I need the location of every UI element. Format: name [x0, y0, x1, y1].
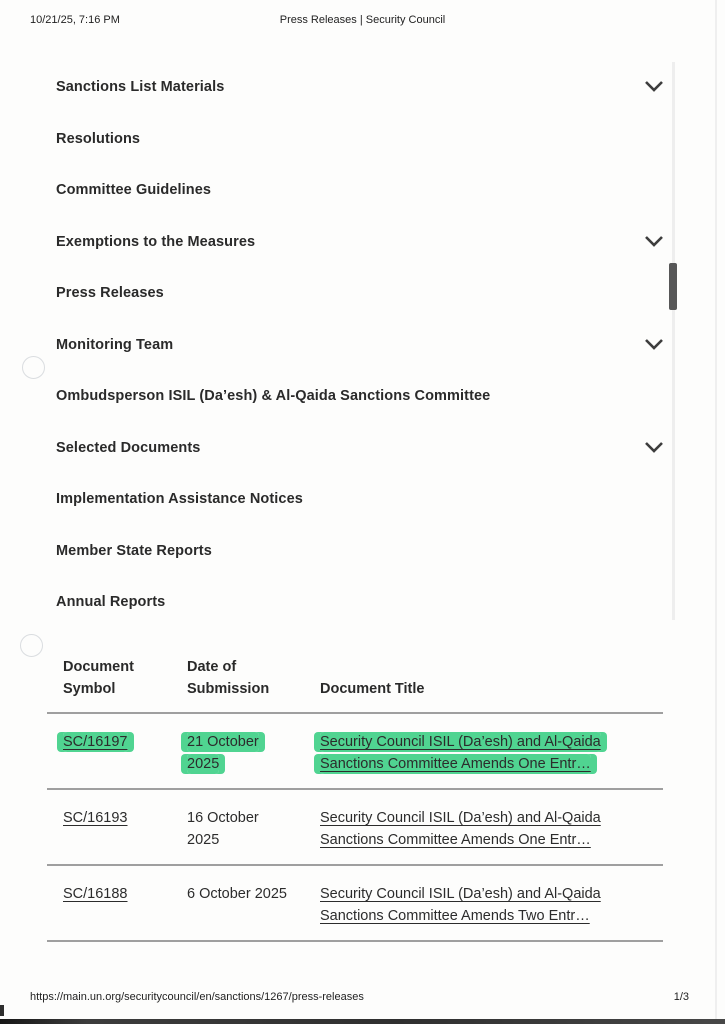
cell-document-symbol — [63, 883, 187, 905]
menu-item-exemptions-to-the-measures[interactable] — [0, 225, 725, 277]
table-row — [47, 866, 663, 940]
menu-item-ombudsperson[interactable] — [0, 379, 725, 431]
menu-item-selected-documents[interactable] — [0, 431, 725, 483]
cell-document-title — [320, 807, 640, 851]
cell-document-title — [320, 731, 640, 775]
hole-punch-mark — [22, 356, 45, 379]
sanctions-sidebar-menu — [0, 70, 725, 637]
table-row — [47, 714, 663, 788]
date-text: 6 October 2025 — [187, 886, 287, 902]
table-rule — [47, 864, 663, 866]
menu-item-committee-guidelines[interactable] — [0, 173, 725, 225]
table-row — [47, 790, 663, 864]
menu-item-sanctions-list-materials[interactable] — [0, 70, 725, 122]
print-footer-url: https://main.un.org/securitycouncil/en/sanctions/1267/press-releases — [30, 991, 364, 1003]
menu-item-label: Sanctions List Materials — [56, 79, 225, 95]
print-footer-page-indicator: 1/3 — [673, 991, 689, 1003]
menu-item-member-state-reports[interactable] — [0, 534, 725, 586]
column-header-document-title: Document Title — [320, 681, 425, 697]
cell-document-symbol — [63, 731, 187, 753]
document-title-link[interactable]: Security Council ISIL (Da’esh) and Al-Qaida Sanctions Committee Amends One Entr… — [320, 810, 601, 848]
menu-item-monitoring-team[interactable] — [0, 328, 725, 380]
column-header-document-symbol: Document Symbol — [63, 659, 134, 697]
column-header-date-of-submission: Date of Submission — [187, 659, 270, 697]
document-symbol-link[interactable]: SC/16188 — [63, 886, 128, 902]
scan-bottom-edge — [0, 1019, 725, 1024]
cell-document-symbol — [63, 807, 187, 829]
menu-item-label: Press Releases — [56, 285, 164, 301]
menu-item-label: Exemptions to the Measures — [56, 233, 256, 250]
date-text: 21 October 2025 — [187, 734, 259, 772]
menu-item-label: Committee Guidelines — [56, 182, 212, 198]
cell-document-title — [320, 883, 640, 927]
scrollbar-track[interactable] — [672, 62, 675, 620]
menu-item-label: Selected Documents — [56, 439, 201, 456]
menu-item-press-releases[interactable] — [0, 276, 725, 328]
document-title-link[interactable]: Security Council ISIL (Da’esh) and Al-Qaida Sanctions Committee Amends One Entr… — [320, 734, 601, 772]
cell-date-of-submission — [187, 883, 291, 905]
menu-item-label: Ombudsperson ISIL (Da’esh) & Al-Qaida Sanctions Committee — [56, 388, 491, 404]
menu-item-label: Member State Reports — [56, 542, 212, 559]
document-symbol-link[interactable]: SC/16193 — [63, 810, 128, 826]
menu-item-annual-reports[interactable] — [0, 585, 725, 637]
table-header-row — [47, 650, 663, 712]
menu-item-label: Monitoring Team — [56, 336, 174, 353]
cell-date-of-submission — [187, 731, 291, 775]
print-page-title: Press Releases | Security Council — [279, 14, 446, 26]
menu-item-label: Resolutions — [56, 130, 141, 147]
menu-item-label: Implementation Assistance Notices — [56, 491, 303, 507]
print-datetime: 10/21/25, 7:16 PM — [30, 14, 120, 26]
scrollbar-thumb[interactable] — [669, 263, 677, 310]
menu-item-label: Annual Reports — [56, 594, 166, 610]
hole-punch-mark — [20, 634, 43, 657]
document-symbol-link[interactable]: SC/16197 — [63, 734, 128, 750]
document-title-link[interactable]: Security Council ISIL (Da’esh) and Al-Qaida Sanctions Committee Amends Two Entr… — [320, 886, 601, 924]
menu-item-implementation-assistance-notices[interactable] — [0, 482, 725, 534]
scan-artifact — [0, 1005, 4, 1016]
date-text: 16 October 2025 — [187, 810, 259, 848]
chevron-down-icon[interactable] — [644, 235, 664, 247]
cell-date-of-submission — [187, 807, 291, 851]
table-rule — [47, 788, 663, 790]
scan-page-edge — [715, 0, 717, 1024]
menu-item-resolutions[interactable] — [0, 122, 725, 174]
chevron-down-icon[interactable] — [644, 80, 664, 92]
chevron-down-icon[interactable] — [644, 441, 664, 453]
table-rule — [47, 940, 663, 942]
press-releases-table — [47, 650, 663, 942]
table-rule — [47, 712, 663, 714]
chevron-down-icon[interactable] — [644, 338, 664, 350]
